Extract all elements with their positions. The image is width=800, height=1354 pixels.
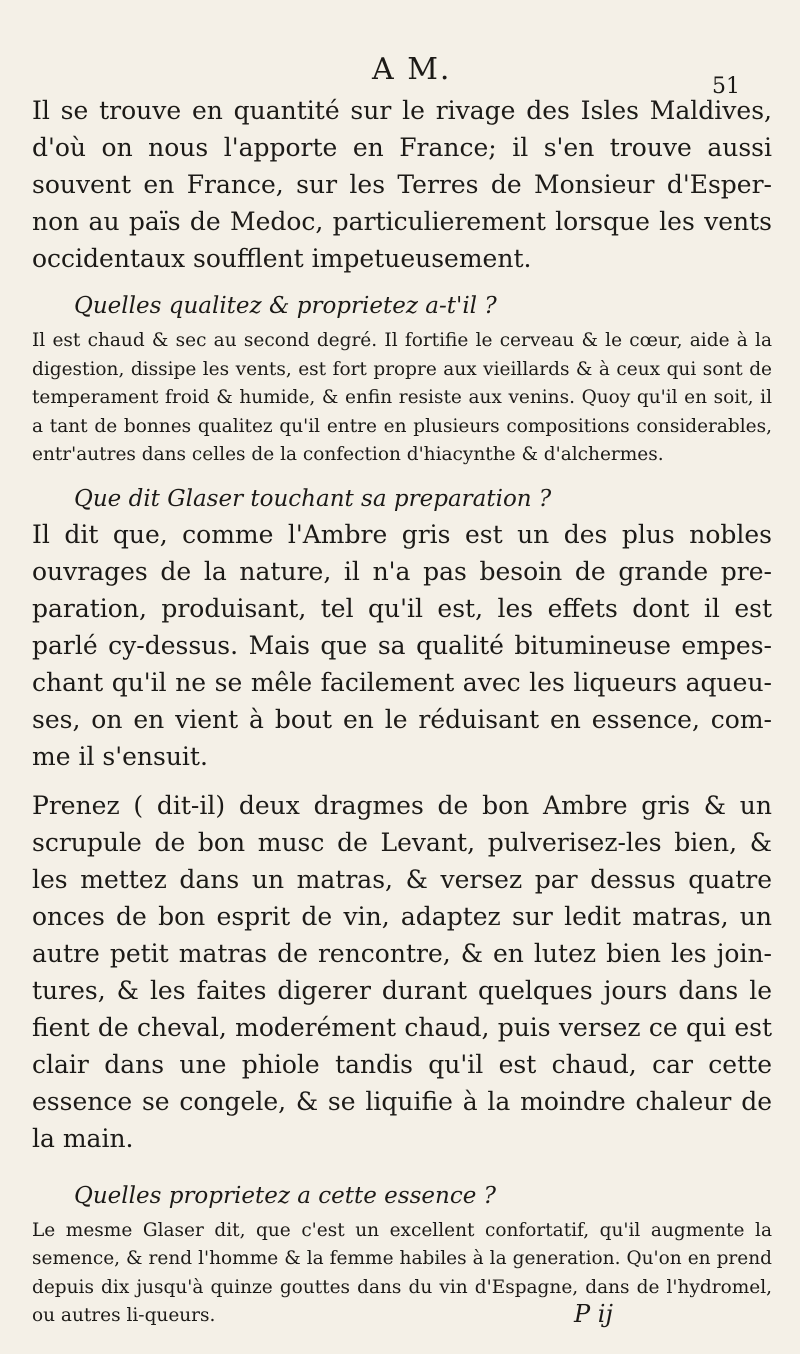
page-footer xyxy=(0,1300,800,1340)
page-body xyxy=(32,92,772,1331)
question-heading-glaser: Que dit Glaser touchant sa preparation ? xyxy=(74,485,552,512)
paragraph-origin: Il se trouve en quantité sur le rivage des Isles Maldives, d'où on nous l'apporte en France; il s'en trouve aussi souvent en France, sur les Terres de Monsieur d'Esper-non au païs de Medoc, particulierement lorsque les vents occidentaux soufflent impetueusement. xyxy=(32,96,772,273)
page-number: 51 xyxy=(712,74,740,99)
question-heading-qualities: Quelles qualitez & proprietez a-t'il ? xyxy=(74,293,497,319)
question-heading-essence: Quelles proprietez a cette essence ? xyxy=(74,1182,496,1209)
paragraph-recipe: Prenez ( dit-il) deux dragmes de bon Ambre gris & un scrupule de bon musc de Levant, pulverisez-les bien, & les mettez dans un matras, & versez par dessus quatre onces de bon esprit de vin, adaptez sur ledit matras, un autre petit matras de rencontre, & en lutez bien les join-tures, & les faites digerer durant quelques jours dans le fient de cheval, moderément chaud, puis versez ce qui est clair dans une phiole tandis qu'il est chaud, car cette essence se congele, & se liquifie à la moindre chaleur de la main. xyxy=(32,790,772,1153)
signature-mark: P ij xyxy=(574,1300,613,1328)
paragraph-preparation: Il dit que, comme l'Ambre gris est un des plus nobles ouvrages de la nature, il n'a pas besoin de grande pre-paration, produisant, tel qu'il est, les effets dont il est parlé cy-dessus. Mais que sa qualité bitumineuse empes-chant qu'il ne se mêle facilement avec les liqueurs aqueu-ses, on en vient à bout en le réduisant en essence, com-me il s'ensuit. xyxy=(32,519,772,771)
running-head: A M. xyxy=(372,52,452,87)
paragraph-essence-properties: Le mesme Glaser dit, que c'est un excellent confortatif, qu'il augmente la semence, & rend l'homme & la femme habiles à la generation. Qu'on en prend depuis dix jusqu'à quinze gouttes dans du vin d'Espagne, dans de l'hydromel, ou autres li-queurs. xyxy=(32,1219,772,1326)
paragraph-qualities: Il est chaud & sec au second degré. Il fortifie le cerveau & le cœur, aide à la digestion, dissipe les vents, est fort propre aux vieillards & à ceux qui sont de temperament froid & humide, & enfin resiste aux venins. Quoy qu'il en soit, il a tant de bonnes qualitez qu'il entre en plusieurs compositions considerables, entr'autres dans celles de la confection d'hiacynthe & d'alchermes. xyxy=(32,330,772,465)
